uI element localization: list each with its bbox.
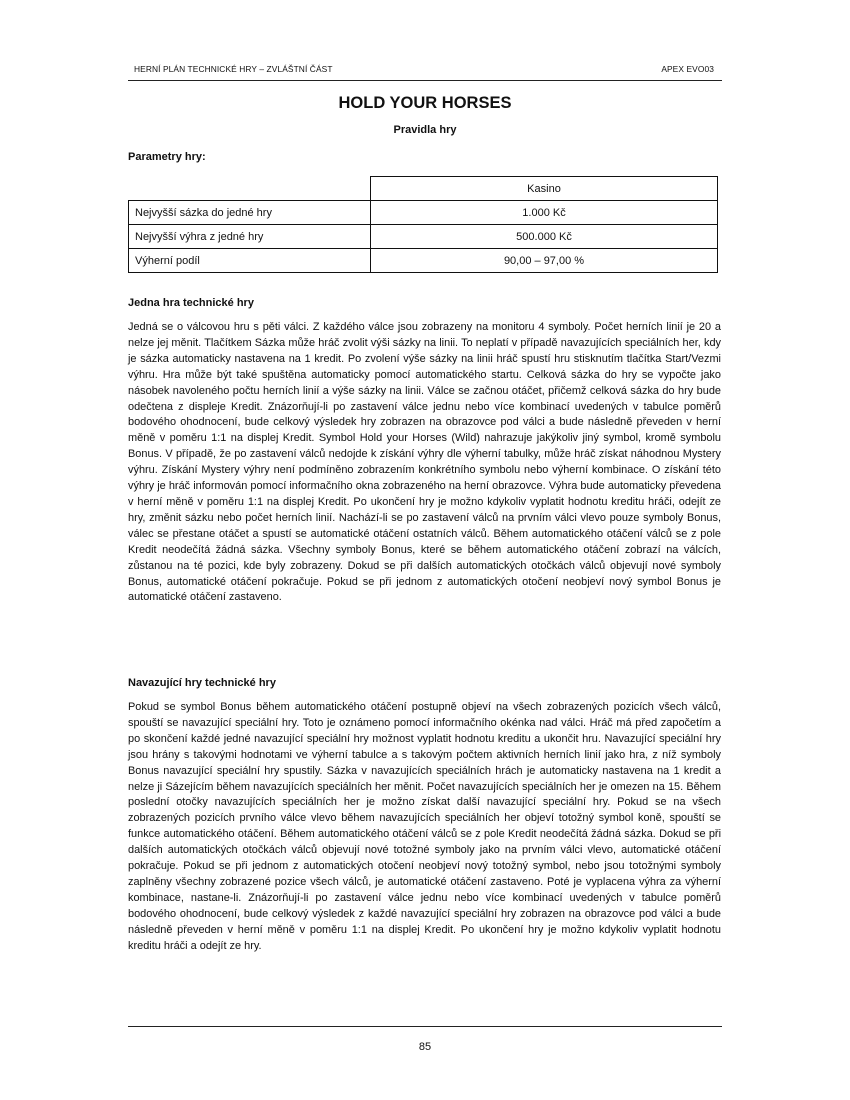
section-text-single-game: Jedná se o válcovou hru s pěti válci. Z každého válce jsou zobrazeny na monitoru 4 symboly. Počet herních linií je 20 a nelze jej měnit. Tlačítkem Sázka může hráč zvolit výši sázky na linii. To neplatí v případě navazujících speciálních her, kdy je sázka automaticky nastavena na 1 kredit. Po zvolení výše sázky na linii hráč spustí hru stisknutím tlačítka Start/Vezmi výhru. Hra může být také spuštěna automaticky pomocí automatického startu. Celková sázka do hry se vypočte jako násobek navoleného počtu herních linií a výše sázky na linii. Válce se začnou otáčet, přičemž celková sázka do hry bude odečtena z displeje Kredit. Znázorňují-li po zastavení válce jednu nebo více kombinací uvedených v tabulce poměrů bodového ohodnocení, bude celkový výsledek hry zobrazen na obrazovce pod válci a bude následně převeden v herní měně v poměru 1:1 na displej Kredit. Symbol Hold your Horses (Wild) nahrazuje jakýkoliv jiný symbol, kromě symbolu Bonus. V případě, že po zastavení válců nedojde k získání výhry dle výherní tabulky, může hráč získat náhodnou Mystery výhru. Získání Mystery výhry není podmíněno zobrazením konkrétního symbolu nebo výherní kombinace. O získání této výhry je hráč informován pomocí informačního okna zobrazeného na herní obrazovce. Výhra bude automaticky převedena v herní měně v poměru 1:1 na displej Kredit. Po ukončení hry je možno kdykoliv vyplatit hodnotu kreditu hráči, odejít ze hry, změnit sázku nebo počet herních linií. Nachází-li se po zastavení válců na prvním válci vlevo pouze symboly Bonus, válec se přestane otáčet a spustí se automatické otáčení ostatních válců. Během automatického otáčení válců se z pole Kredit neodečítá žádná sázka. Všechny symboly Bonus, které se během automatického otáčení zobrazí na válcích, zůstanou na té pozici, kde byly zobrazeny. Dokud se při dalších automatických otočkách válců objevují nové symboly Bonus, automatické otáčení pokračuje. Pokud se při jednom z automatických otočení neobjeví nový symbol Bonus je automatické otáčení zastaveno. — [128, 321, 721, 604]
running-header — [128, 64, 722, 80]
section-heading-follow-up-games: Navazující hry technické hry — [128, 677, 276, 689]
page-title: HOLD YOUR HORSES — [338, 94, 512, 112]
table-row — [129, 201, 718, 225]
footer-rule — [128, 1026, 722, 1027]
page-number: 85 — [418, 1041, 432, 1053]
section-text-follow-up-games: Pokud se symbol Bonus během automatického otáčení postupně objeví na všech zobrazených pozicích všech válců, spouští se navazující speciální hry. Toto je oznámeno pomocí informačního okénka nad válci. Hráč má před započetím a po skončení každé jedné navazující speciální hry možnost vyplatit hodnotu kreditu a ukončit hru. Navazující speciální hry jsou hrány s takovými hodnotami ve výherní tabulce a s takovým počtem aktivních herních linií jako hra, z níž symboly Bonus navazující speciální hry spustily. Sázka v navazujících speciálních hrách je automaticky nastavena na 1 kredit a nelze ji Sázejícím během navazujících speciálních her měnit. Počet navazujících speciálních her je omezen na 15. Během poslední otočky navazujících speciálních her je možno získat další navazující speciální hry. Pokud se na všech zobrazených pozicích prvního válce vlevo během navazujících speciálních her objeví totožný symbol koně, spouští se funkce automatického otáčení. Během automatického otáčení válců se z pole Kredit neodečítá žádná sázka. Dokud se při dalších automatických otočkách válců objevují nové totožné symboly jako na prvním válci vlevo, automatické otáčení pokračuje. Pokud se při jednom z automatických otočení neobjeví nový totožný symbol, nebo jsou totožnými symboly zaplněny všechny zobrazené pozice všech válců, je automatické otáčení zastaveno. Poté je vyplacena výhra za výherní kombinace, nastane-li. Znázorňují-li po zastavení válce jednu nebo více kombinací uvedených v tabulce poměrů bodového ohodnocení, bude celkový výsledek z každé navazující speciální hry zobrazen na obrazovce pod válci a bude následně převeden v herní měně v poměru 1:1 na displej Kredit. Po ukončení hry je možno kdykoliv vyplatit hodnotu kreditu hráči a odejít ze hry. — [128, 701, 721, 952]
page-subtitle: Pravidla hry — [393, 124, 457, 136]
section-heading-single-game: Jedna hra technické hry — [128, 297, 254, 309]
table-cell-label: Výherní podíl — [129, 249, 371, 273]
table-cell-label: Nejvyšší výhra z jedné hry — [129, 225, 371, 249]
table-header-blank — [129, 177, 371, 201]
table-cell-value: 1.000 Kč — [371, 201, 718, 225]
params-table — [128, 176, 718, 273]
table-header-row — [129, 177, 718, 201]
table-cell-value: 500.000 Kč — [371, 225, 718, 249]
table-cell-label: Nejvyšší sázka do jedné hry — [129, 201, 371, 225]
table-row — [129, 249, 718, 273]
table-cell-value: 90,00 – 97,00 % — [371, 249, 718, 273]
header-rule — [128, 80, 722, 81]
table-row — [129, 225, 718, 249]
table-header-kasino: Kasino — [371, 177, 718, 201]
running-header-title: HERNÍ PLÁN TECHNICKÉ HRY – ZVLÁŠTNÍ ČÁST — [134, 64, 333, 74]
running-header-code: APEX EVO03 — [661, 64, 714, 74]
params-label: Parametry hry: — [128, 151, 206, 163]
